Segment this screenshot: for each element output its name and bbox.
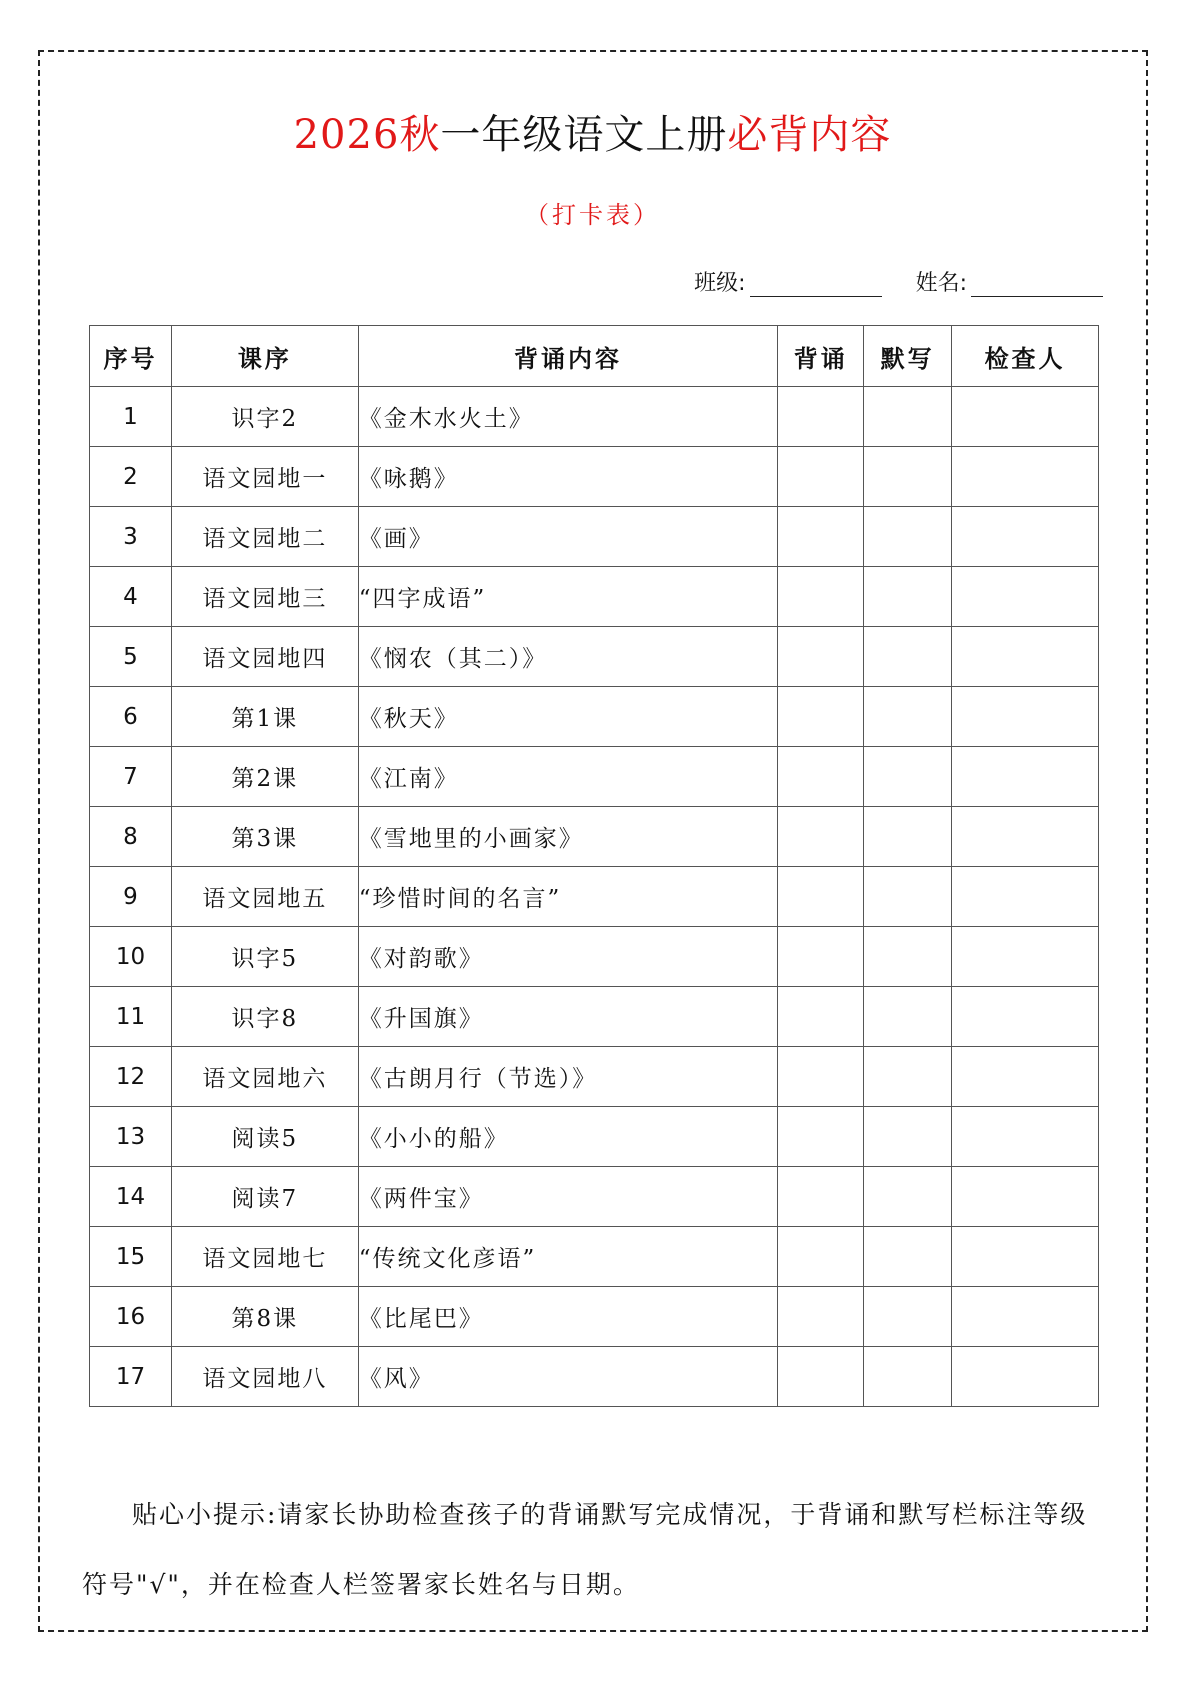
recite-check-cell[interactable] <box>778 1167 864 1227</box>
row-lesson: 阅读7 <box>171 1167 358 1227</box>
row-lesson: 第3课 <box>171 807 358 867</box>
row-content: 《画》 <box>358 507 778 567</box>
dictation-check-cell[interactable] <box>864 1167 952 1227</box>
checker-sign-cell[interactable] <box>952 687 1099 747</box>
row-number: 14 <box>90 1167 172 1227</box>
row-content: 《悯农（其二）》 <box>358 627 778 687</box>
table-row <box>90 927 1099 987</box>
recite-check-cell[interactable] <box>778 447 864 507</box>
checker-sign-cell[interactable] <box>952 1107 1099 1167</box>
row-content: 《比尾巴》 <box>358 1287 778 1347</box>
page-title <box>0 103 1185 160</box>
dictation-check-cell[interactable] <box>864 1107 952 1167</box>
table-row <box>90 687 1099 747</box>
dictation-check-cell[interactable] <box>864 867 952 927</box>
row-lesson: 第1课 <box>171 687 358 747</box>
row-content: “传统文化彦语” <box>358 1227 778 1287</box>
checker-sign-cell[interactable] <box>952 807 1099 867</box>
row-number: 1 <box>90 387 172 447</box>
row-lesson: 语文园地四 <box>171 627 358 687</box>
row-content: 《升国旗》 <box>358 987 778 1047</box>
table-row <box>90 507 1099 567</box>
row-lesson: 语文园地一 <box>171 447 358 507</box>
student-info <box>694 266 1103 297</box>
recite-check-cell[interactable] <box>778 1047 864 1107</box>
recite-check-cell[interactable] <box>778 867 864 927</box>
row-content: 《两件宝》 <box>358 1167 778 1227</box>
header-checker: 检查人 <box>952 326 1099 387</box>
row-number: 9 <box>90 867 172 927</box>
parent-tip: 贴心小提示:请家长协助检查孩子的背诵默写完成情况，于背诵和默写栏标注等级符号"√"，并在检查人栏签署家长姓名与日期。 <box>82 1500 1088 1599</box>
row-number: 2 <box>90 447 172 507</box>
table-row <box>90 1287 1099 1347</box>
dictation-check-cell[interactable] <box>864 987 952 1047</box>
checkin-table <box>89 325 1099 1407</box>
row-lesson: 语文园地三 <box>171 567 358 627</box>
dictation-check-cell[interactable] <box>864 627 952 687</box>
row-number: 4 <box>90 567 172 627</box>
checker-sign-cell[interactable] <box>952 627 1099 687</box>
checker-sign-cell[interactable] <box>952 1347 1099 1407</box>
recite-check-cell[interactable] <box>778 387 864 447</box>
row-lesson: 识字5 <box>171 927 358 987</box>
row-lesson: 语文园地二 <box>171 507 358 567</box>
checker-sign-cell[interactable] <box>952 987 1099 1047</box>
checker-sign-cell[interactable] <box>952 447 1099 507</box>
checker-sign-cell[interactable] <box>952 1227 1099 1287</box>
row-number: 6 <box>90 687 172 747</box>
page-subtitle: （打卡表） <box>525 201 660 229</box>
row-content: 《咏鹅》 <box>358 447 778 507</box>
recite-check-cell[interactable] <box>778 927 864 987</box>
dictation-check-cell[interactable] <box>864 1227 952 1287</box>
table-row <box>90 807 1099 867</box>
recite-check-cell[interactable] <box>778 747 864 807</box>
name-field[interactable] <box>971 270 1103 297</box>
table-row <box>90 387 1099 447</box>
dictation-check-cell[interactable] <box>864 567 952 627</box>
table-header-row <box>90 326 1099 387</box>
table-row <box>90 987 1099 1047</box>
header-dictation: 默写 <box>864 326 952 387</box>
row-number: 15 <box>90 1227 172 1287</box>
checker-sign-cell[interactable] <box>952 507 1099 567</box>
recite-check-cell[interactable] <box>778 627 864 687</box>
dictation-check-cell[interactable] <box>864 1347 952 1407</box>
recite-check-cell[interactable] <box>778 807 864 867</box>
recite-check-cell[interactable] <box>778 1107 864 1167</box>
row-content: 《金木水火土》 <box>358 387 778 447</box>
checker-sign-cell[interactable] <box>952 567 1099 627</box>
title-year: 2026秋 <box>293 112 441 158</box>
row-number: 11 <box>90 987 172 1047</box>
row-number: 16 <box>90 1287 172 1347</box>
header-lesson: 课序 <box>171 326 358 387</box>
row-lesson: 第2课 <box>171 747 358 807</box>
class-field[interactable] <box>750 270 882 297</box>
row-content: 《风》 <box>358 1347 778 1407</box>
dictation-check-cell[interactable] <box>864 807 952 867</box>
title-subject: 一年级语文上册 <box>440 112 728 158</box>
row-number: 8 <box>90 807 172 867</box>
row-lesson: 语文园地七 <box>171 1227 358 1287</box>
checker-sign-cell[interactable] <box>952 867 1099 927</box>
row-content: 《秋天》 <box>358 687 778 747</box>
recite-check-cell[interactable] <box>778 507 864 567</box>
row-lesson: 语文园地五 <box>171 867 358 927</box>
table-row <box>90 447 1099 507</box>
recite-check-cell[interactable] <box>778 1347 864 1407</box>
row-content: 《江南》 <box>358 747 778 807</box>
table-row <box>90 567 1099 627</box>
row-lesson: 语文园地八 <box>171 1347 358 1407</box>
row-content: 《雪地里的小画家》 <box>358 807 778 867</box>
row-number: 10 <box>90 927 172 987</box>
dictation-check-cell[interactable] <box>864 1047 952 1107</box>
row-lesson: 阅读5 <box>171 1107 358 1167</box>
row-number: 12 <box>90 1047 172 1107</box>
table-row <box>90 867 1099 927</box>
header-no: 序号 <box>90 326 172 387</box>
dictation-check-cell[interactable] <box>864 507 952 567</box>
title-highlight: 必背内容 <box>727 112 892 158</box>
class-label: 班级: <box>694 271 746 296</box>
checker-sign-cell[interactable] <box>952 1287 1099 1347</box>
row-lesson: 语文园地六 <box>171 1047 358 1107</box>
row-content: 《古朗月行（节选）》 <box>358 1047 778 1107</box>
table-row <box>90 1227 1099 1287</box>
recite-check-cell[interactable] <box>778 1227 864 1287</box>
recite-check-cell[interactable] <box>778 987 864 1047</box>
dictation-check-cell[interactable] <box>864 447 952 507</box>
header-content: 背诵内容 <box>358 326 778 387</box>
checker-sign-cell[interactable] <box>952 927 1099 987</box>
row-lesson: 第8课 <box>171 1287 358 1347</box>
table-row <box>90 1167 1099 1227</box>
recite-check-cell[interactable] <box>778 567 864 627</box>
row-number: 17 <box>90 1347 172 1407</box>
table-row <box>90 1047 1099 1107</box>
name-label: 姓名: <box>915 271 967 296</box>
row-content: “珍惜时间的名言” <box>358 867 778 927</box>
table-row <box>90 627 1099 687</box>
row-number: 7 <box>90 747 172 807</box>
dictation-check-cell[interactable] <box>864 927 952 987</box>
row-number: 5 <box>90 627 172 687</box>
row-number: 13 <box>90 1107 172 1167</box>
row-content: “四字成语” <box>358 567 778 627</box>
checker-sign-cell[interactable] <box>952 747 1099 807</box>
checker-sign-cell[interactable] <box>952 387 1099 447</box>
table-row <box>90 1347 1099 1407</box>
table-row <box>90 747 1099 807</box>
checker-sign-cell[interactable] <box>952 1047 1099 1107</box>
dictation-check-cell[interactable] <box>864 687 952 747</box>
checker-sign-cell[interactable] <box>952 1167 1099 1227</box>
row-lesson: 识字2 <box>171 387 358 447</box>
dictation-check-cell[interactable] <box>864 1287 952 1347</box>
recite-check-cell[interactable] <box>778 1287 864 1347</box>
table-row <box>90 1107 1099 1167</box>
dictation-check-cell[interactable] <box>864 747 952 807</box>
recite-check-cell[interactable] <box>778 687 864 747</box>
row-content: 《对韵歌》 <box>358 927 778 987</box>
dictation-check-cell[interactable] <box>864 387 952 447</box>
row-lesson: 识字8 <box>171 987 358 1047</box>
row-number: 3 <box>90 507 172 567</box>
header-recite: 背诵 <box>778 326 864 387</box>
row-content: 《小小的船》 <box>358 1107 778 1167</box>
